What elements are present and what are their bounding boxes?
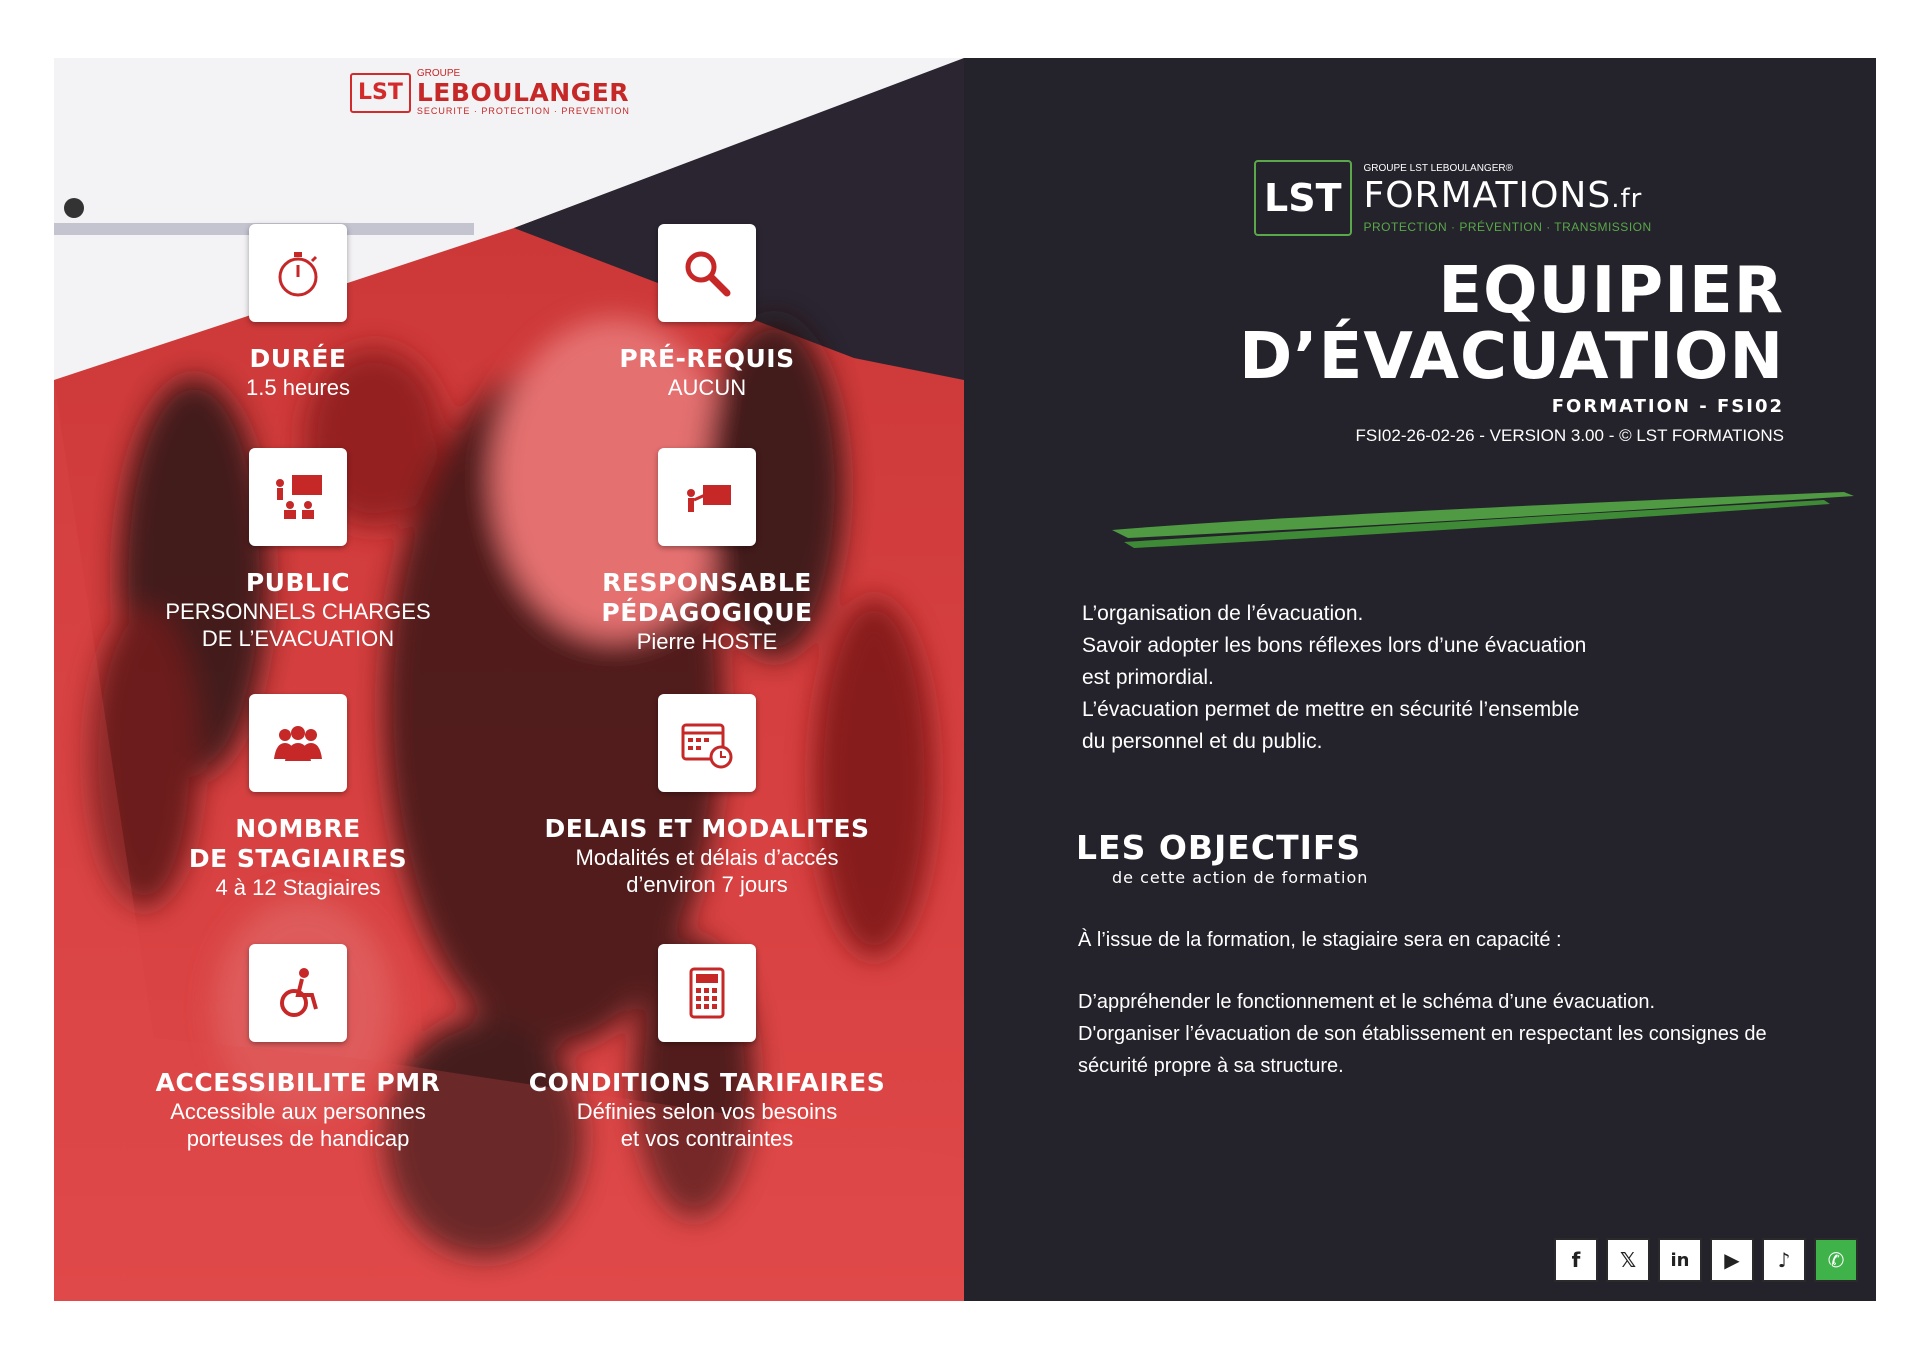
feature-duree xyxy=(88,344,508,401)
magnifier-icon xyxy=(658,224,756,322)
feature-value: Modalités et délais d’accés xyxy=(575,845,839,870)
green-brush-stroke xyxy=(1104,478,1864,558)
page-title-line1: EQUIPIER xyxy=(1438,254,1784,328)
formations-tagline: PROTECTION · PRÉVENTION · TRANSMISSION xyxy=(1363,219,1652,234)
feature-value: 4 à 12 Stagiaires xyxy=(215,875,381,900)
logo-tagline: SECURITE · PROTECTION · PREVENTION xyxy=(416,106,630,116)
feature-title-2: PÉDAGOGIQUE xyxy=(601,598,813,627)
feature-title: PRÉ-REQUIS xyxy=(619,344,795,373)
logo-groupe-label: GROUPE xyxy=(416,68,461,79)
feature-nombre xyxy=(88,814,508,901)
feature-value: Accessible aux personnes xyxy=(170,1099,426,1124)
social-links xyxy=(1554,1238,1858,1282)
classroom-icon xyxy=(249,448,347,546)
feature-title: CONDITIONS TARIFAIRES xyxy=(528,1068,886,1097)
feature-tarifs xyxy=(497,1068,917,1152)
feature-public xyxy=(88,568,508,652)
objectives-list xyxy=(1078,986,1876,1082)
feature-value: d’environ 7 jours xyxy=(626,872,788,897)
wheelchair-icon xyxy=(249,944,347,1042)
feature-value: DE L’EVACUATION xyxy=(201,626,395,651)
description xyxy=(1082,598,1682,758)
feature-title: PUBLIC xyxy=(245,568,351,597)
logo-leboulanger-name: LEBOULANGER xyxy=(416,78,630,107)
page-title-line2: D’ÉVACUATION xyxy=(1239,320,1784,394)
youtube-icon[interactable]: ▶ xyxy=(1710,1238,1754,1282)
objective-line: D’appréhender le fonctionnement et le schéma d’une évacuation. xyxy=(1078,991,1656,1013)
feature-title: NOMBRE xyxy=(235,814,361,843)
feature-prerequis xyxy=(497,344,917,401)
objectives-intro: À l’issue de la formation, le stagiaire sera en capacité : xyxy=(1078,929,1562,951)
stopwatch-icon xyxy=(249,224,347,322)
feature-title-2: DE STAGIAIRES xyxy=(188,844,408,873)
feature-title: RESPONSABLE xyxy=(602,568,812,597)
description-line: est primordial. xyxy=(1082,666,1214,689)
feature-value: et vos contraintes xyxy=(620,1126,794,1151)
facebook-icon[interactable]: f xyxy=(1554,1238,1598,1282)
feature-accessibilite xyxy=(88,1068,508,1152)
feature-value: PERSONNELS CHARGES xyxy=(165,599,431,624)
objectives-heading: LES OBJECTIFS xyxy=(1076,828,1362,867)
tiktok-icon[interactable]: ♪ xyxy=(1762,1238,1806,1282)
feature-value: Définies selon vos besoins xyxy=(576,1099,838,1124)
feature-value: AUCUN xyxy=(667,375,747,400)
teacher-icon xyxy=(658,448,756,546)
description-line: Savoir adopter les bons réflexes lors d’une évacuation xyxy=(1082,634,1587,657)
logo-lst-box: LST xyxy=(350,73,411,113)
objective-line: sécurité propre à sa structure. xyxy=(1078,1055,1344,1077)
calendar-clock-icon xyxy=(658,694,756,792)
feature-value: Pierre HOSTE xyxy=(636,629,778,654)
whatsapp-icon[interactable]: ✆ xyxy=(1814,1238,1858,1282)
feature-value: porteuses de handicap xyxy=(186,1126,410,1151)
lst-formations-logo[interactable] xyxy=(1254,160,1652,236)
right-panel xyxy=(964,58,1876,1301)
feature-title: ACCESSIBILITE PMR xyxy=(155,1068,441,1097)
feature-responsable xyxy=(497,568,917,655)
objective-line: D'organiser l’évacuation de son établissement en respectant les consignes de xyxy=(1078,1023,1767,1045)
formation-code: FORMATION - FSI02 xyxy=(1551,396,1784,417)
formations-groupe-label: GROUPE LST LEBOULANGER® xyxy=(1363,162,1513,174)
version-line: FSI02-26-02-26 - VERSION 3.00 - © LST FORMATIONS xyxy=(1355,426,1784,445)
formations-ext: .fr xyxy=(1611,183,1643,214)
brochure-page xyxy=(54,58,1876,1301)
objectives-subheading: de cette action de formation xyxy=(1112,868,1369,887)
calculator-icon xyxy=(658,944,756,1042)
left-panel xyxy=(54,58,964,1301)
description-line: L’évacuation permet de mettre en sécurité l’ensemble xyxy=(1082,698,1580,721)
formations-name: FORMATIONS xyxy=(1363,174,1612,216)
lst-leboulanger-logo[interactable] xyxy=(350,68,630,117)
x-icon[interactable]: 𝕏 xyxy=(1606,1238,1650,1282)
linkedin-icon[interactable]: in xyxy=(1658,1238,1702,1282)
feature-title: DELAIS ET MODALITES xyxy=(544,814,870,843)
group-icon xyxy=(249,694,347,792)
feature-title: DURÉE xyxy=(249,344,347,373)
feature-value: 1.5 heures xyxy=(246,375,350,400)
feature-delais xyxy=(497,814,917,898)
description-line: du personnel et du public. xyxy=(1082,730,1323,753)
formations-logo-box: LST xyxy=(1254,160,1352,236)
description-line: L’organisation de l’évacuation. xyxy=(1082,602,1364,625)
